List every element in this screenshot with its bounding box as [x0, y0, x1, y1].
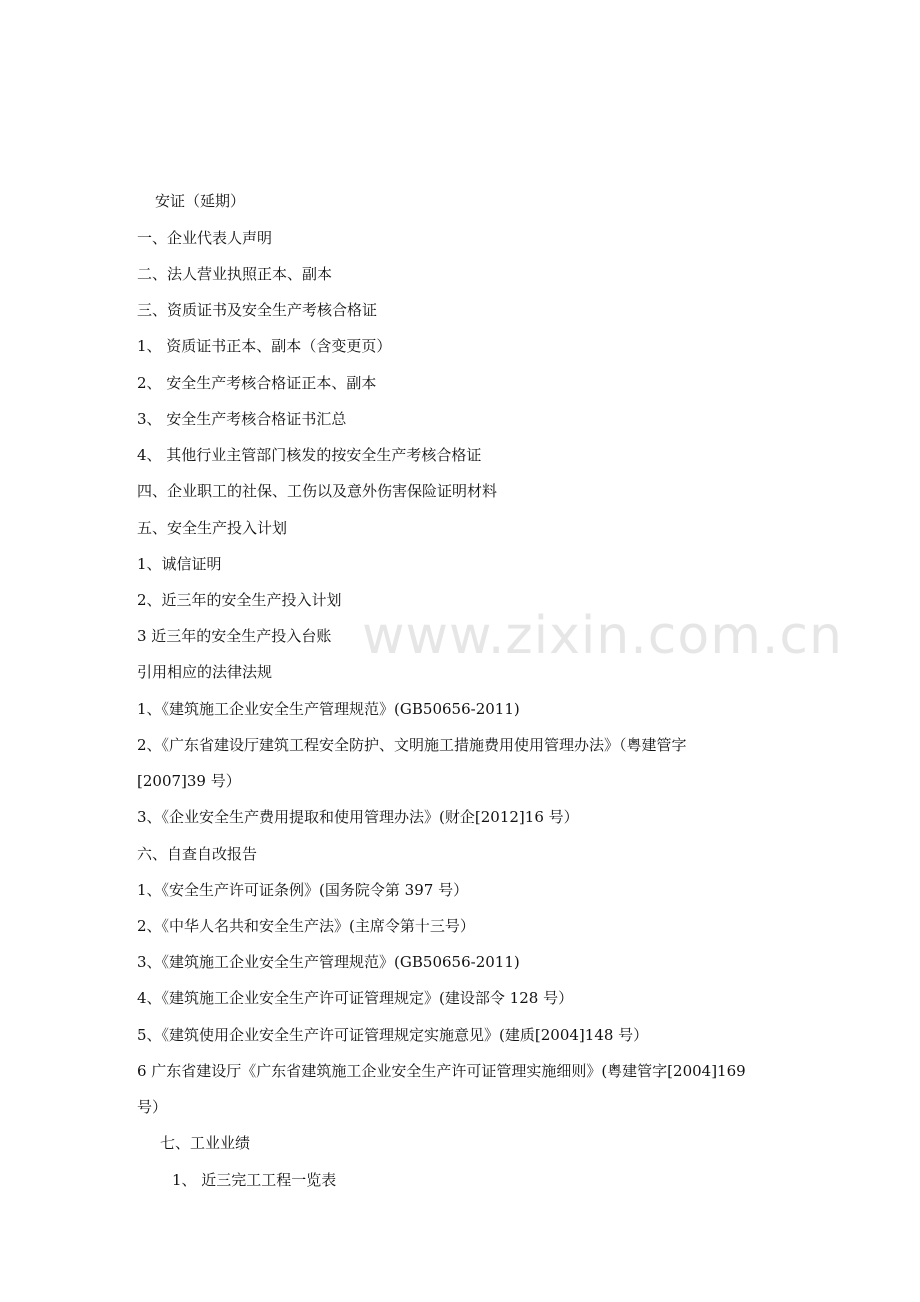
section-heading: 七、工业业绩 [160, 1134, 251, 1152]
section-heading: 二、法人营业执照正本、副本 [137, 265, 333, 283]
list-item-continuation: [2007]39 号） [137, 772, 241, 790]
subheading: 引用相应的法律法规 [137, 663, 273, 681]
section-heading: 一、企业代表人声明 [137, 229, 273, 247]
list-item: 4、 其他行业主管部门核发的按安全生产考核合格证 [137, 446, 482, 464]
list-item: 2、《广东省建设厅建筑工程安全防护、文明施工措施费用使用管理办法》（粤建管字 [137, 736, 687, 754]
list-item: 1、《安全生产许可证条例》(国务院令第 397 号） [137, 881, 469, 899]
list-item-continuation: 号） [137, 1098, 168, 1116]
list-item: 3、《建筑施工企业安全生产管理规范》(GB50656-2011) [137, 953, 520, 971]
section-heading: 三、资质证书及安全生产考核合格证 [137, 301, 378, 319]
list-item: 1、诚信证明 [137, 555, 222, 573]
list-item: 3 近三年的安全生产投入台账 [137, 627, 332, 645]
list-item: 5、《建筑使用企业安全生产许可证管理规定实施意见》(建质[2004]148 号） [137, 1026, 649, 1044]
list-item: 1、 近三完工工程一览表 [172, 1171, 337, 1189]
section-heading: 五、安全生产投入计划 [137, 519, 288, 537]
document-heading: 安证（延期） [155, 192, 246, 210]
list-item: 2、近三年的安全生产投入计划 [137, 591, 342, 609]
list-item: 1、 资质证书正本、副本（含变更页） [137, 337, 392, 355]
list-item: 3、 安全生产考核合格证书汇总 [137, 410, 347, 428]
section-heading: 六、自查自改报告 [137, 845, 258, 863]
section-heading: 四、企业职工的社保、工伤以及意外伤害保险证明材料 [137, 482, 498, 500]
list-item: 2、 安全生产考核合格证正本、副本 [137, 374, 377, 392]
list-item: 2、《中华人名共和安全生产法》(主席令第十三号） [137, 917, 475, 935]
list-item: 4、《建筑施工企业安全生产许可证管理规定》(建设部令 128 号） [137, 989, 574, 1007]
list-item: 1、《建筑施工企业安全生产管理规范》(GB50656-2011) [137, 700, 520, 718]
list-item: 6 广东省建设厅《广东省建筑施工企业安全生产许可证管理实施细则》(粤建管字[2004]169 [137, 1062, 746, 1080]
watermark: www.zixin.com.cn [362, 606, 843, 666]
list-item: 3、《企业安全生产费用提取和使用管理办法》(财企[2012]16 号） [137, 808, 579, 826]
